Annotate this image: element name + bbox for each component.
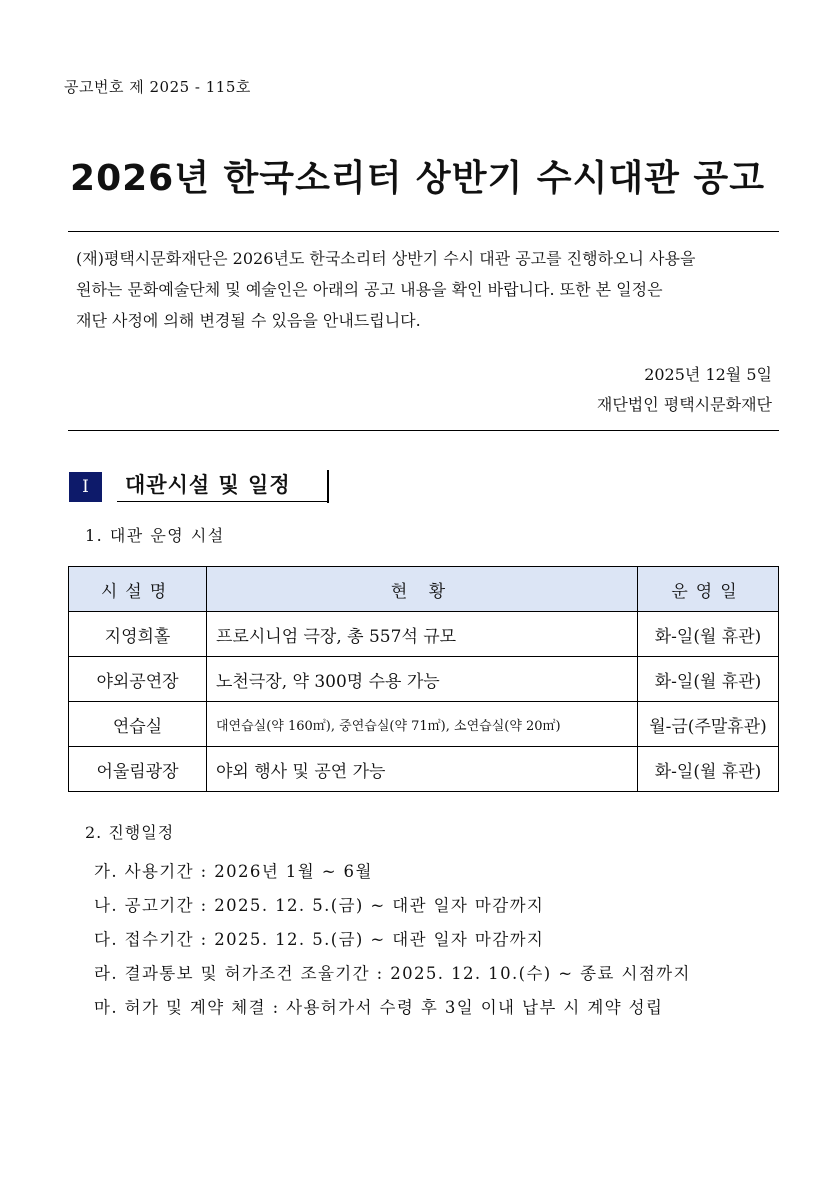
schedule-item: 가. 사용기간 : 2026년 1월 ~ 6월 (94, 862, 373, 881)
column-header-days: 운영일 (638, 567, 779, 612)
facility-name: 야외공연장 (69, 657, 207, 702)
facility-description: 야외 행사 및 공연 가능 (207, 747, 638, 792)
facility-operating-days: 화-일(월 휴관) (638, 747, 779, 792)
divider-bottom (68, 430, 779, 431)
facility-name: 지영희홀 (69, 612, 207, 657)
section-heading (69, 470, 331, 504)
intro-line: (재)평택시문화재단은 2026년도 한국소리터 상반기 수시 대관 공고를 진행하오니 사용을 (76, 249, 696, 268)
schedule-item: 마. 허가 및 계약 체결 : 사용허가서 수령 후 3일 이내 납부 시 계약 성립 (94, 998, 664, 1017)
subsection-facilities-title: 1. 대관 운영 시설 (85, 526, 225, 545)
section-end-bar (327, 470, 329, 503)
table-row (69, 747, 779, 792)
facility-name: 어울림광장 (69, 747, 207, 792)
facility-description: 프로시니엄 극장, 총 557석 규모 (207, 612, 638, 657)
subsection-schedule-title: 2. 진행일정 (85, 823, 175, 842)
page-title: 2026년 한국소리터 상반기 수시대관 공고 (70, 158, 765, 199)
facility-description: 대연습실(약 160㎡), 중연습실(약 71㎡), 소연습실(약 20㎡) (207, 702, 638, 747)
intro-paragraph (76, 243, 773, 336)
schedule-item: 라. 결과통보 및 허가조건 조율기간 : 2025. 12. 10.(수) ~ 종료 시점까지 (94, 964, 691, 983)
section-title: 대관시설 및 일정 (125, 473, 291, 497)
section-number-badge: I (69, 472, 102, 502)
table-row (69, 702, 779, 747)
table-row (69, 657, 779, 702)
document-number: 공고번호 제 2025 - 115호 (64, 78, 251, 96)
divider-top (68, 231, 779, 232)
column-header-status: 현 황 (207, 567, 638, 612)
section-underline (117, 501, 329, 502)
intro-line: 재단 사정에 의해 변경될 수 있음을 안내드립니다. (76, 311, 421, 330)
schedule-item: 나. 공고기간 : 2025. 12. 5.(금) ~ 대관 일자 마감까지 (94, 896, 545, 915)
facility-operating-days: 화-일(월 휴관) (638, 612, 779, 657)
intro-line: 원하는 문화예술단체 및 예술인은 아래의 공고 내용을 확인 바랍니다. 또한 본 일정은 (76, 280, 663, 299)
facility-operating-days: 월-금(주말휴관) (638, 702, 779, 747)
schedule-item: 다. 접수기간 : 2025. 12. 5.(금) ~ 대관 일자 마감까지 (94, 930, 545, 949)
facility-operating-days: 화-일(월 휴관) (638, 657, 779, 702)
table-row (69, 612, 779, 657)
organization-name: 재단법인 평택시문화재단 (596, 395, 772, 414)
facilities-table (68, 566, 779, 792)
notice-date: 2025년 12월 5일 (644, 365, 772, 384)
facility-name: 연습실 (69, 702, 207, 747)
column-header-facility: 시설명 (69, 567, 207, 612)
table-header-row (69, 567, 779, 612)
schedule-list (94, 857, 691, 1027)
facility-description: 노천극장, 약 300명 수용 가능 (207, 657, 638, 702)
